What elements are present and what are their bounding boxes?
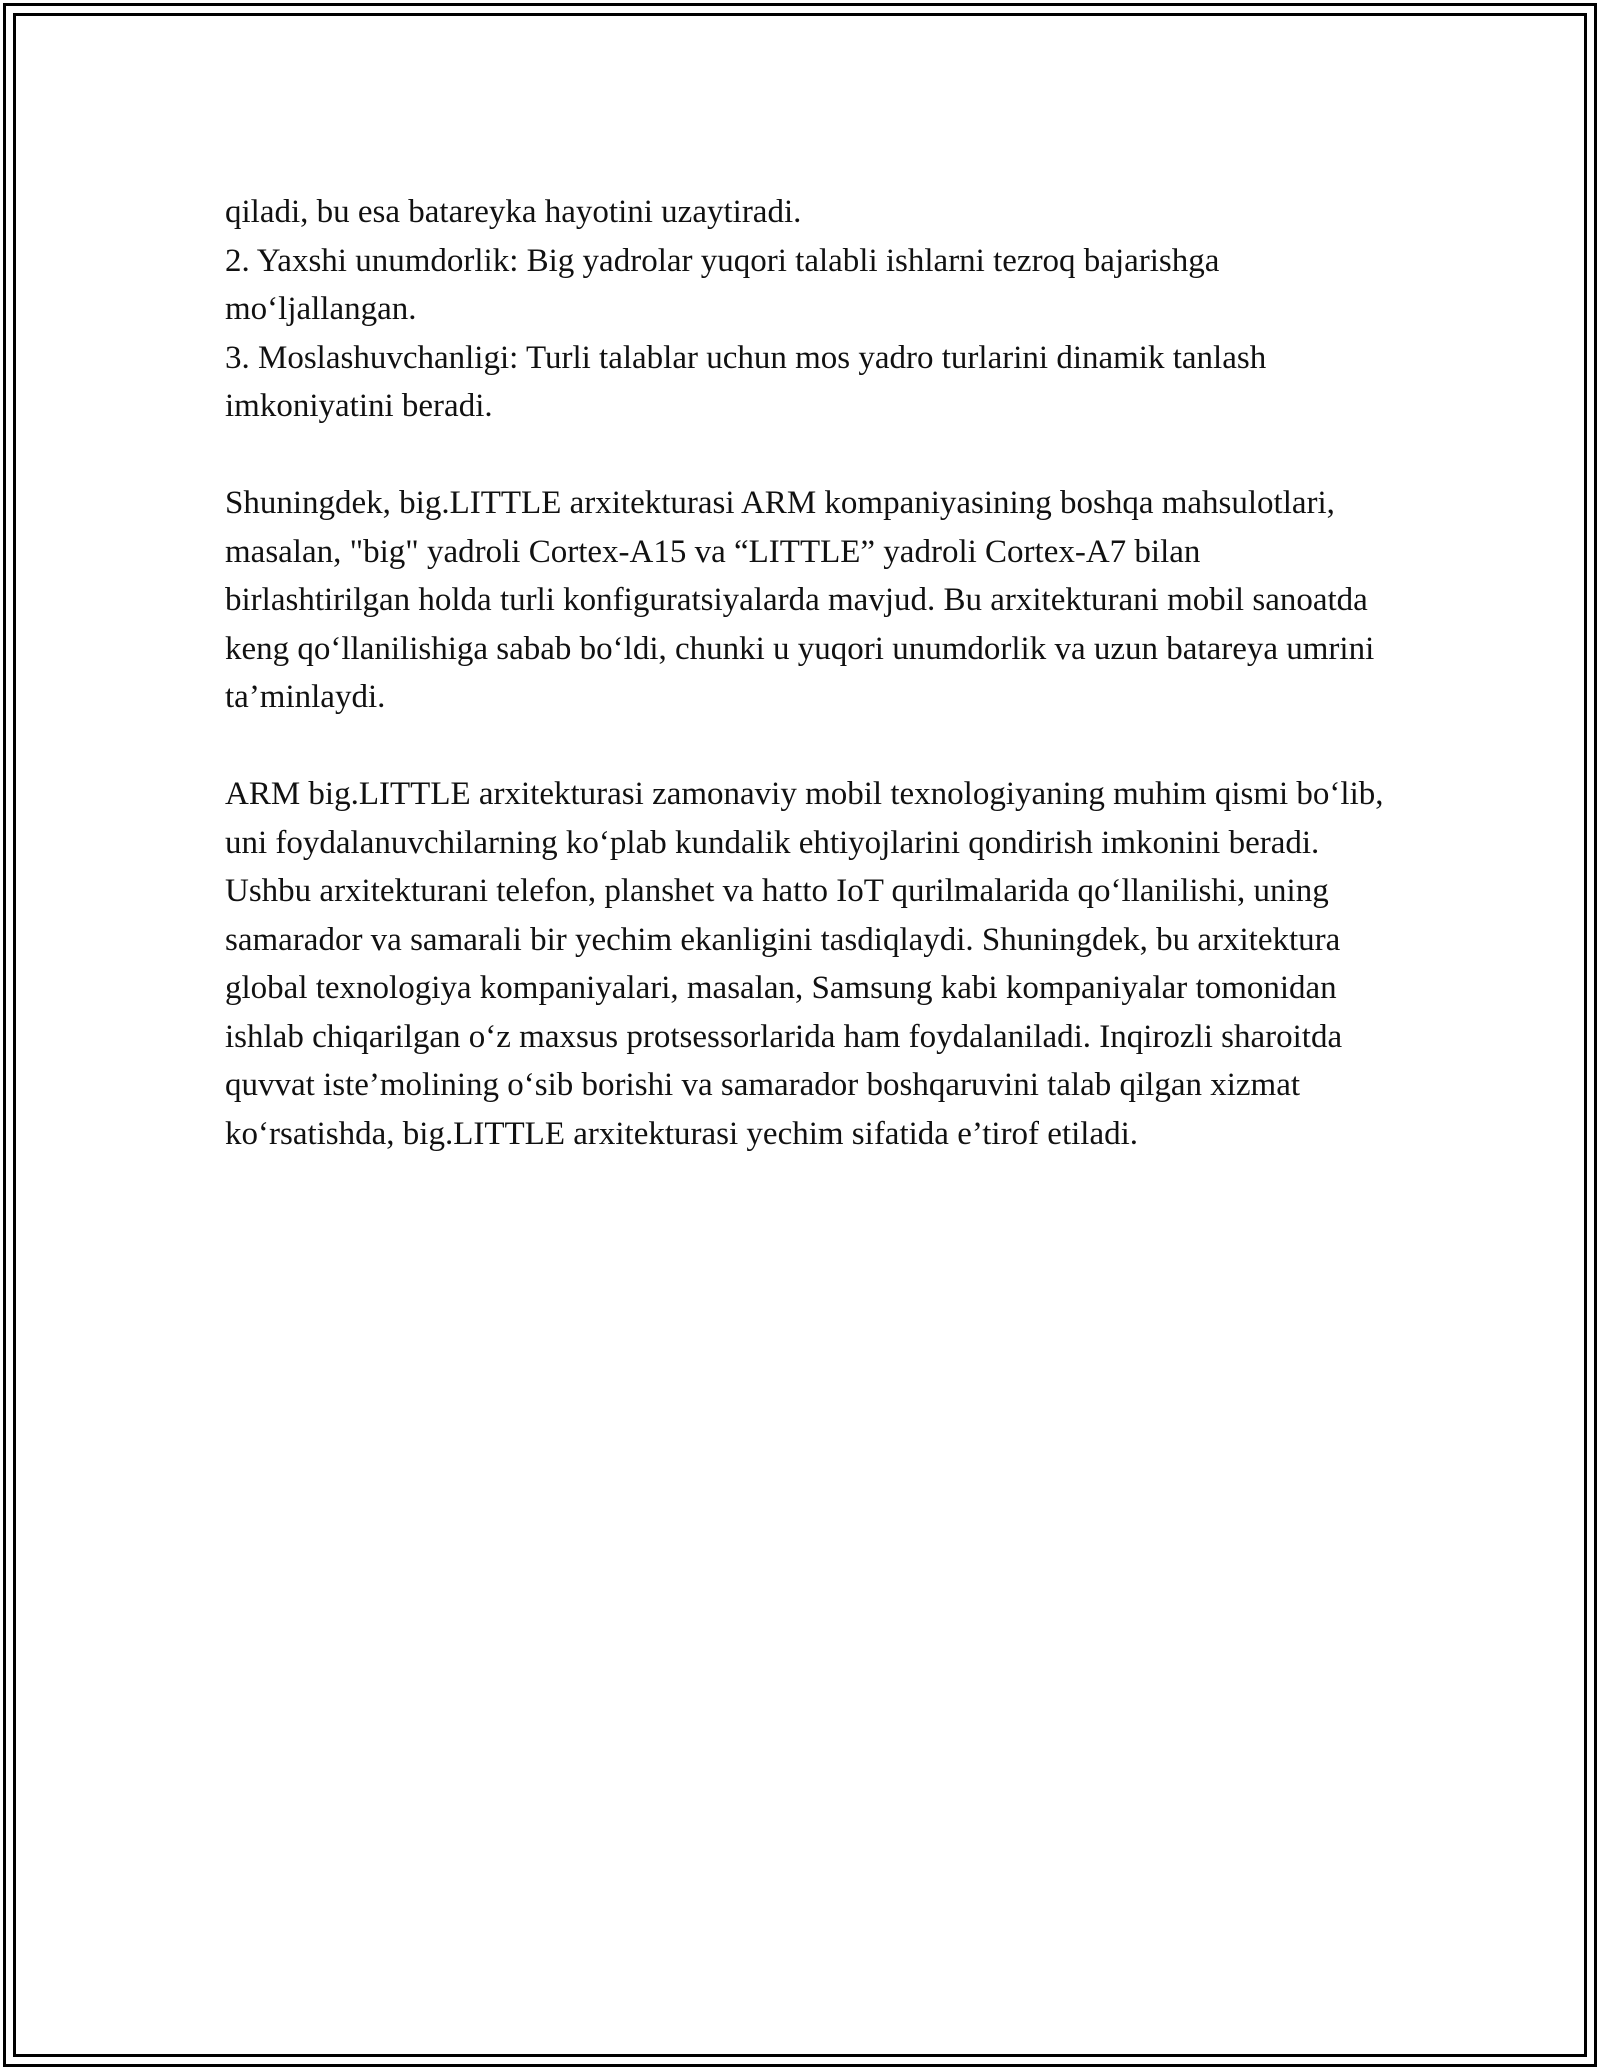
- paragraph-big-little-mobile: ARM big.LITTLE arxitekturasi zamonaviy mobil texnologiyaning muhim qismi bo‘lib, uni foydalanuvchilarning ko‘plab kundalik ehtiyojlarini qondirish imkonini beradi. Ushbu arxitekturani telefon, planshet va hatto IoT qurilmalarida qo‘llanilishi, uning samarador va samarali bir yechim ekanligini tasdiqlaydi. Shuningdek, bu arxitektura global texnologiya kompaniyalari, masalan, Samsung kabi kompaniyalar tomonidan ishlab chiqarilgan o‘z maxsus protsessorlarida ham foydalaniladi. Inqirozli sharoitda quvvat iste’molining o‘sib borishi va samarador boshqaruvini talab qilgan xizmat ko‘rsatishda, big.LITTLE arxitekturasi yechim sifatida e’tirof etiladi.: [225, 776, 1384, 1152]
- intro-line: qiladi, bu esa batareyka hayotini uzaytiradi.: [225, 194, 802, 230]
- list-item-3: 3. Moslashuvchanligi: Turli talablar uchun mos yadro turlarini dinamik tanlash imkoniyatini beradi.: [225, 339, 1267, 424]
- list-item-2: 2. Yaxshi unumdorlik: Big yadrolar yuqori talabli ishlarni tezroq bajarishga mo‘ljallangan.: [225, 242, 1220, 327]
- paragraph-spacer: [225, 431, 1385, 480]
- document-body: [225, 188, 1385, 1158]
- paragraph-big-little-products: Shuningdek, big.LITTLE arxitekturasi ARM kompaniyasining boshqa mahsulotlari, masalan, "big" yadroli Cortex-A15 va “LITTLE” yadroli Cortex-A7 bilan birlashtirilgan holda turli konfiguratsiyalarda mavjud. Bu arxitekturani mobil sanoatda keng qo‘llanilishiga sabab bo‘ldi, chunki u yuqori unumdorlik va uzun batareya umrini ta’minlaydi.: [225, 485, 1375, 715]
- paragraph-spacer: [225, 722, 1385, 771]
